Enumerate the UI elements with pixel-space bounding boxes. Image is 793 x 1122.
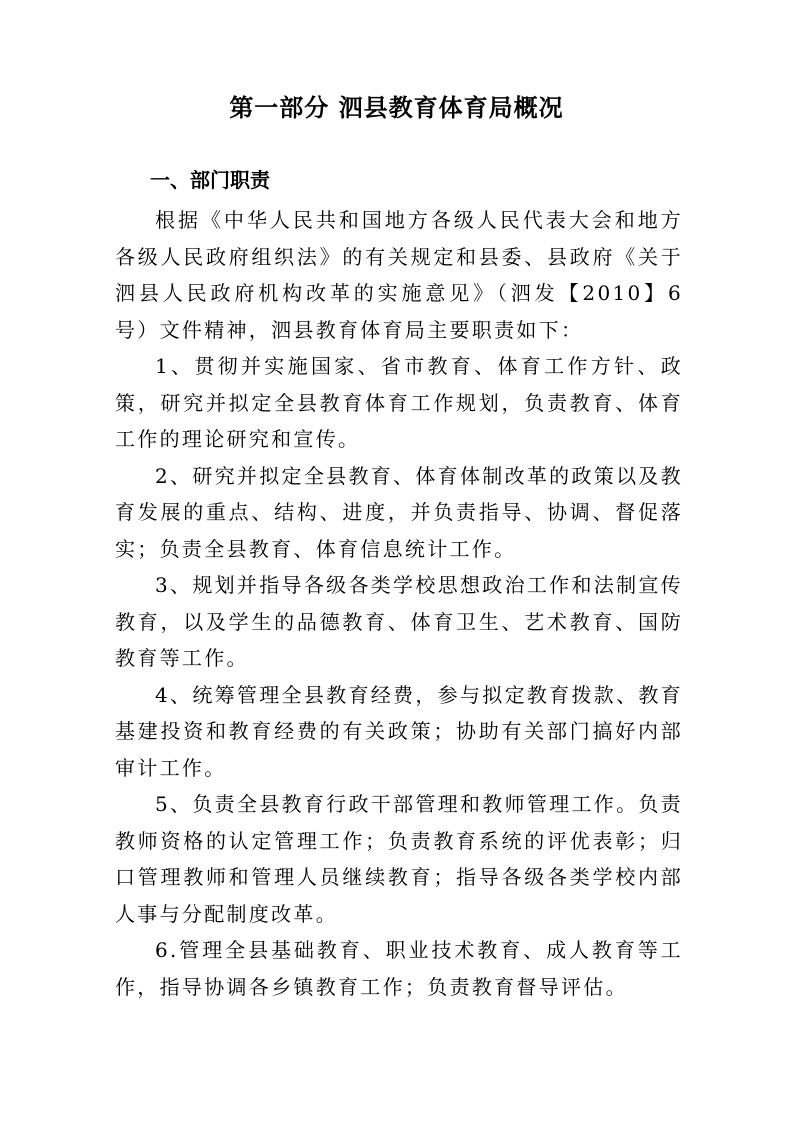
paragraph-duty-4: 4、统筹管理全县教育经费，参与拟定教育拨款、教育基建投资和教育经费的有关政策；协助有关部门搞好内部审计工作。 <box>115 682 683 780</box>
section-heading: 一、部门职责 <box>150 168 270 192</box>
page-title: 第一部分 泗县教育体育局概况 <box>229 94 564 122</box>
body-text <box>115 202 683 1005</box>
paragraph-intro: 根据《中华人民共和国地方各级人民代表大会和地方各级人民政府组织法》的有关规定和县委、县政府《关于泗县人民政府机构改革的实施意见》（泗发【2010】6号）文件精神，泗县教育体育局主要职责如下： <box>115 208 683 342</box>
paragraph-duty-6: 6.管理全县基础教育、职业技术教育、成人教育等工作，指导协调各乡镇教育工作；负责教育督导评估。 <box>115 938 683 999</box>
paragraph-duty-1: 1、贯彻并实施国家、省市教育、体育工作方针、政策，研究并拟定全县教育体育工作规划，负责教育、体育工作的理论研究和宣传。 <box>115 354 683 451</box>
paragraph-duty-5: 5、负责全县教育行政干部管理和教师管理工作。负责教师资格的认定管理工作；负责教育系统的评优表彰；归口管理教师和管理人员继续教育；指导各级各类学校内部人事与分配制度改革。 <box>115 792 683 926</box>
paragraph-duty-3: 3、规划并指导各级各类学校思想政治工作和法制宣传教育，以及学生的品德教育、体育卫生、艺术教育、国防教育等工作。 <box>115 573 683 670</box>
paragraph-duty-2: 2、研究并拟定全县教育、体育体制改革的政策以及教育发展的重点、结构、进度，并负责指导、协调、督促落实；负责全县教育、体育信息统计工作。 <box>115 463 683 561</box>
